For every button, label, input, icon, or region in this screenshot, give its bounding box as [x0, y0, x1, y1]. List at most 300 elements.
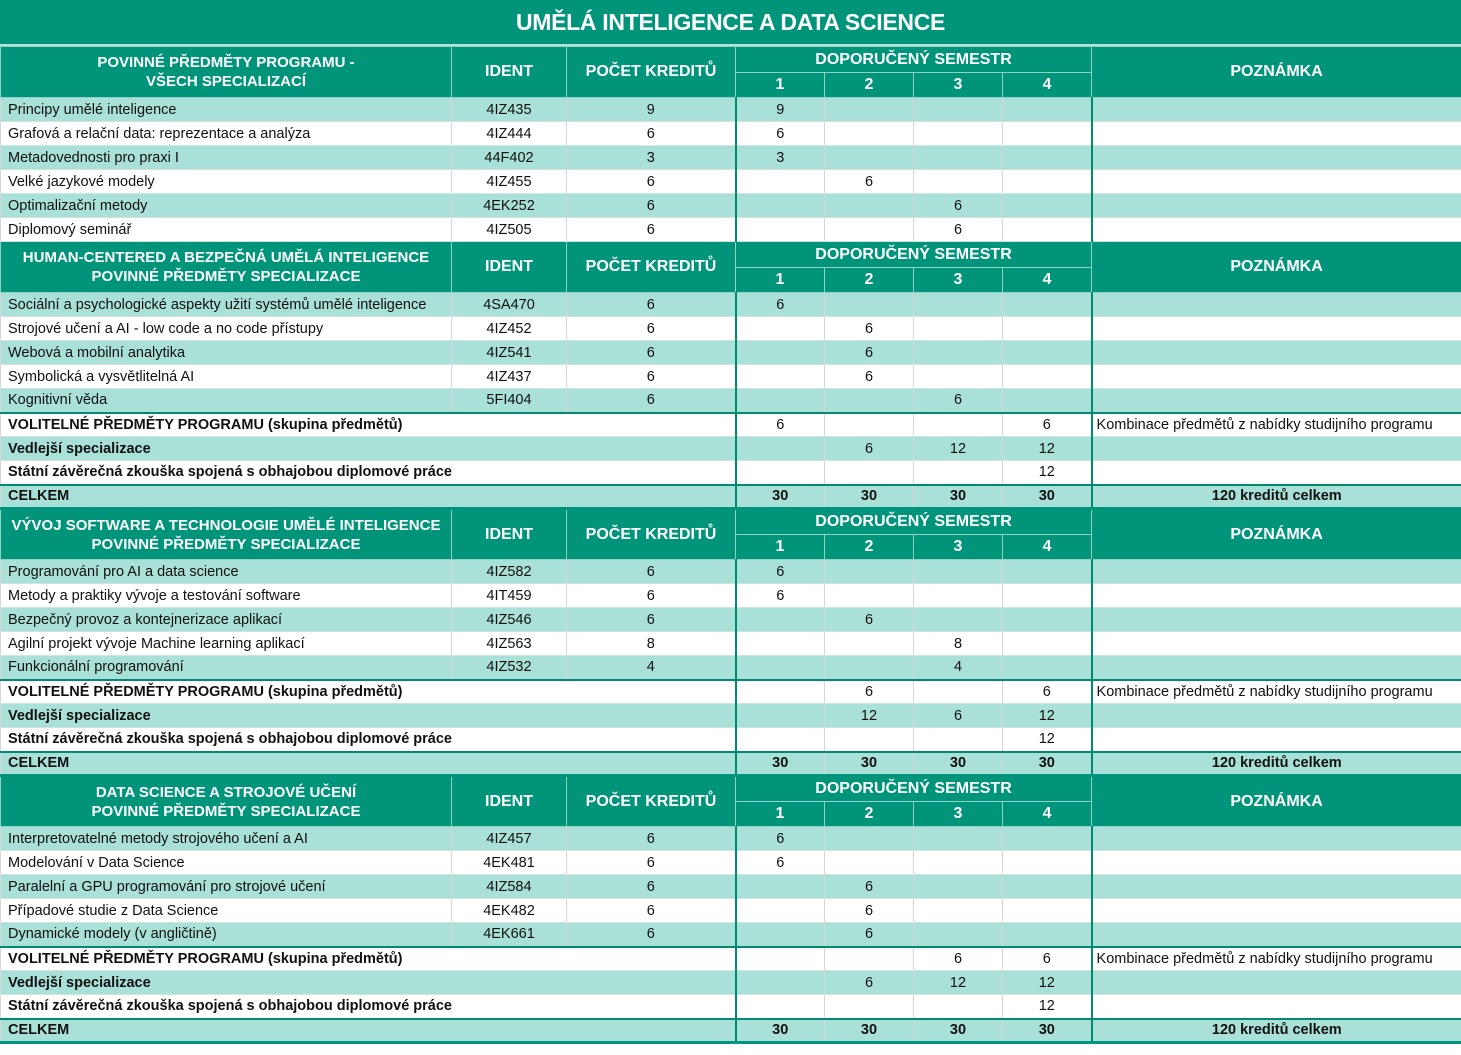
summary-semester-1: [736, 704, 825, 728]
course-row: [1, 293, 1461, 317]
summary-note: Kombinace předmětů z nabídky studijního programu: [1092, 680, 1461, 704]
semester-4-credits: [1003, 560, 1092, 584]
summary-row: [1, 728, 1461, 752]
note-header: POZNÁMKA: [1092, 47, 1461, 98]
summary-row: [1, 680, 1461, 704]
course-note: [1092, 923, 1461, 947]
semester-number-3: 3: [914, 535, 1003, 560]
semester-3-credits: [914, 923, 1003, 947]
total-semester-1: 30: [736, 752, 825, 776]
course-name: Interpretovatelné metody strojového učení a AI: [1, 827, 452, 851]
credits-header: POČET KREDITŮ: [567, 776, 736, 827]
summary-semester-2: [825, 995, 914, 1019]
course-credits: 6: [567, 851, 736, 875]
course-name: Bezpečný provoz a kontejnerizace aplikací: [1, 608, 452, 632]
total-semester-1: 30: [736, 485, 825, 509]
semester-4-credits: [1003, 827, 1092, 851]
course-name: Principy umělé inteligence: [1, 98, 452, 122]
semester-2-credits: [825, 560, 914, 584]
course-name: Symbolická a vysvětlitelná AI: [1, 365, 452, 389]
summary-semester-3: 12: [914, 437, 1003, 461]
semester-number-4: 4: [1003, 802, 1092, 827]
course-ident: 4IZ457: [452, 827, 567, 851]
summary-row: [1, 437, 1461, 461]
summary-semester-3: [914, 995, 1003, 1019]
course-name: Dynamické modely (v angličtině): [1, 923, 452, 947]
semester-1-credits: [736, 218, 825, 242]
course-credits: 6: [567, 560, 736, 584]
course-ident: 5FI404: [452, 389, 567, 413]
summary-note: [1092, 728, 1461, 752]
semester-3-credits: [914, 170, 1003, 194]
semester-4-credits: [1003, 632, 1092, 656]
course-row: [1, 389, 1461, 413]
page-title: UMĚLÁ INTELIGENCE A DATA SCIENCE: [0, 0, 1461, 46]
course-ident: 4EK481: [452, 851, 567, 875]
semester-1-credits: [736, 875, 825, 899]
semester-3-credits: 8: [914, 632, 1003, 656]
semester-header: DOPORUČENÝ SEMESTR: [736, 242, 1092, 268]
course-note: [1092, 194, 1461, 218]
summary-semester-3: 6: [914, 947, 1003, 971]
semester-2-credits: [825, 584, 914, 608]
summary-semester-3: [914, 680, 1003, 704]
summary-row: [1, 704, 1461, 728]
curriculum-table: [0, 46, 1461, 1044]
summary-label: Státní závěrečná zkouška spojená s obhajobou diplomové práce: [1, 461, 736, 485]
summary-semester-1: [736, 728, 825, 752]
course-ident: 4IZ455: [452, 170, 567, 194]
ident-header: IDENT: [452, 242, 567, 293]
summary-semester-4: 6: [1003, 680, 1092, 704]
course-ident: 4EK252: [452, 194, 567, 218]
summary-note: [1092, 995, 1461, 1019]
semester-1-credits: 6: [736, 827, 825, 851]
summary-semester-1: [736, 971, 825, 995]
course-note: [1092, 827, 1461, 851]
summary-label: Vedlejší specializace: [1, 437, 736, 461]
course-credits: 6: [567, 365, 736, 389]
semester-2-credits: [825, 851, 914, 875]
semester-2-credits: 6: [825, 341, 914, 365]
section-title-line2: POVINNÉ PŘEDMĚTY SPECIALIZACE: [91, 535, 361, 553]
semester-1-credits: 6: [736, 584, 825, 608]
semester-4-credits: [1003, 218, 1092, 242]
semester-1-credits: 6: [736, 293, 825, 317]
summary-label: Státní závěrečná zkouška spojená s obhajobou diplomové práce: [1, 995, 736, 1019]
course-note: [1092, 98, 1461, 122]
course-row: [1, 827, 1461, 851]
course-note: [1092, 899, 1461, 923]
total-semester-2: 30: [825, 752, 914, 776]
semester-4-credits: [1003, 293, 1092, 317]
credits-header: POČET KREDITŮ: [567, 509, 736, 560]
total-note: 120 kreditů celkem: [1092, 485, 1461, 509]
summary-semester-2: 6: [825, 437, 914, 461]
semester-1-credits: [736, 923, 825, 947]
semester-4-credits: [1003, 875, 1092, 899]
course-ident: 4IZ584: [452, 875, 567, 899]
semester-number-1: 1: [736, 73, 825, 98]
total-semester-4: 30: [1003, 485, 1092, 509]
summary-semester-1: [736, 995, 825, 1019]
semester-3-credits: [914, 341, 1003, 365]
course-name: Programování pro AI a data science: [1, 560, 452, 584]
section-title: [1, 47, 452, 98]
course-name: Diplomový seminář: [1, 218, 452, 242]
semester-3-credits: [914, 851, 1003, 875]
summary-row: [1, 971, 1461, 995]
summary-semester-3: [914, 413, 1003, 437]
semester-number-2: 2: [825, 535, 914, 560]
course-ident: 4EK661: [452, 923, 567, 947]
summary-semester-4: 12: [1003, 704, 1092, 728]
course-credits: 8: [567, 632, 736, 656]
semester-number-2: 2: [825, 802, 914, 827]
semester-1-credits: [736, 389, 825, 413]
course-credits: 6: [567, 218, 736, 242]
semester-number-1: 1: [736, 535, 825, 560]
course-name: Sociální a psychologické aspekty užití systémů umělé inteligence: [1, 293, 452, 317]
section-title-line2: POVINNÉ PŘEDMĚTY SPECIALIZACE: [91, 802, 361, 820]
course-note: [1092, 365, 1461, 389]
semester-3-credits: [914, 608, 1003, 632]
course-row: [1, 923, 1461, 947]
course-note: [1092, 608, 1461, 632]
course-credits: 9: [567, 98, 736, 122]
course-note: [1092, 122, 1461, 146]
course-name: Strojové učení a AI - low code a no code přístupy: [1, 317, 452, 341]
summary-note: [1092, 461, 1461, 485]
semester-3-credits: [914, 827, 1003, 851]
semester-number-4: 4: [1003, 535, 1092, 560]
course-row: [1, 122, 1461, 146]
semester-2-credits: [825, 656, 914, 680]
course-ident: 4IZ582: [452, 560, 567, 584]
total-note: 120 kreditů celkem: [1092, 1019, 1461, 1043]
summary-note: [1092, 971, 1461, 995]
semester-4-credits: [1003, 122, 1092, 146]
course-credits: 6: [567, 341, 736, 365]
course-row: [1, 365, 1461, 389]
section-title: [1, 776, 452, 827]
total-note: 120 kreditů celkem: [1092, 752, 1461, 776]
semester-2-credits: 6: [825, 365, 914, 389]
summary-label: VOLITELNÉ PŘEDMĚTY PROGRAMU (skupina předmětů): [1, 680, 736, 704]
course-credits: 6: [567, 584, 736, 608]
summary-semester-1: [736, 947, 825, 971]
summary-label: Vedlejší specializace: [1, 704, 736, 728]
course-row: [1, 317, 1461, 341]
course-name: Případové studie z Data Science: [1, 899, 452, 923]
summary-semester-2: 12: [825, 704, 914, 728]
course-credits: 6: [567, 827, 736, 851]
course-row: [1, 218, 1461, 242]
semester-3-credits: [914, 365, 1003, 389]
semester-2-credits: [825, 194, 914, 218]
total-semester-4: 30: [1003, 752, 1092, 776]
course-ident: 4IZ546: [452, 608, 567, 632]
semester-1-credits: 9: [736, 98, 825, 122]
semester-4-credits: [1003, 899, 1092, 923]
course-note: [1092, 560, 1461, 584]
semester-3-credits: 6: [914, 218, 1003, 242]
semester-1-credits: 3: [736, 146, 825, 170]
section-title-line1: HUMAN-CENTERED A BEZPEČNÁ UMĚLÁ INTELIGENCE: [22, 249, 430, 266]
semester-2-credits: [825, 218, 914, 242]
section-title-line1: VÝVOJ SOFTWARE A TECHNOLOGIE UMĚLÉ INTELIGENCE: [11, 516, 441, 534]
semester-2-credits: 6: [825, 923, 914, 947]
course-credits: 6: [567, 317, 736, 341]
course-ident: 4IZ532: [452, 656, 567, 680]
section-header-row: [1, 47, 1461, 73]
semester-3-credits: [914, 146, 1003, 170]
semester-4-credits: [1003, 194, 1092, 218]
course-name: Funkcionální programování: [1, 656, 452, 680]
summary-semester-4: 12: [1003, 971, 1092, 995]
total-semester-2: 30: [825, 485, 914, 509]
summary-note: [1092, 704, 1461, 728]
course-credits: 6: [567, 923, 736, 947]
semester-number-2: 2: [825, 268, 914, 293]
total-row: [1, 485, 1461, 509]
course-row: [1, 608, 1461, 632]
course-row: [1, 341, 1461, 365]
note-header: POZNÁMKA: [1092, 509, 1461, 560]
semester-4-credits: [1003, 317, 1092, 341]
course-credits: 6: [567, 608, 736, 632]
summary-semester-2: [825, 461, 914, 485]
section-title-line2: VŠECH SPECIALIZACÍ: [145, 73, 307, 90]
semester-1-credits: [736, 899, 825, 923]
total-semester-3: 30: [914, 1019, 1003, 1043]
semester-4-credits: [1003, 608, 1092, 632]
semester-4-credits: [1003, 170, 1092, 194]
ident-header: IDENT: [452, 776, 567, 827]
semester-1-credits: [736, 656, 825, 680]
semester-3-credits: [914, 875, 1003, 899]
summary-semester-3: 12: [914, 971, 1003, 995]
course-credits: 6: [567, 875, 736, 899]
note-header: POZNÁMKA: [1092, 776, 1461, 827]
semester-3-credits: 4: [914, 656, 1003, 680]
summary-label: VOLITELNÉ PŘEDMĚTY PROGRAMU (skupina předmětů): [1, 413, 736, 437]
semester-header: DOPORUČENÝ SEMESTR: [736, 776, 1092, 802]
summary-semester-1: [736, 461, 825, 485]
course-row: [1, 851, 1461, 875]
course-note: [1092, 632, 1461, 656]
course-row: [1, 560, 1461, 584]
section-title-line1: DATA SCIENCE A STROJOVÉ UČENÍ: [95, 783, 357, 801]
total-semester-3: 30: [914, 485, 1003, 509]
semester-4-credits: [1003, 923, 1092, 947]
course-ident: 4IZ444: [452, 122, 567, 146]
summary-semester-1: [736, 437, 825, 461]
course-ident: 4IZ435: [452, 98, 567, 122]
course-name: Paralelní a GPU programování pro strojové učení: [1, 875, 452, 899]
course-note: [1092, 170, 1461, 194]
semester-2-credits: [825, 122, 914, 146]
section-header-row: [1, 509, 1461, 535]
summary-semester-4: 12: [1003, 995, 1092, 1019]
semester-1-credits: 6: [736, 560, 825, 584]
semester-1-credits: [736, 341, 825, 365]
course-row: [1, 899, 1461, 923]
course-note: [1092, 317, 1461, 341]
semester-4-credits: [1003, 146, 1092, 170]
semester-2-credits: 6: [825, 170, 914, 194]
course-ident: 4IZ563: [452, 632, 567, 656]
course-name: Agilní projekt vývoje Machine learning aplikací: [1, 632, 452, 656]
summary-label: Vedlejší specializace: [1, 971, 736, 995]
semester-number-4: 4: [1003, 268, 1092, 293]
section-title-line1: POVINNÉ PŘEDMĚTY PROGRAMU -: [97, 54, 355, 71]
summary-semester-2: [825, 413, 914, 437]
summary-semester-3: [914, 728, 1003, 752]
course-credits: 6: [567, 899, 736, 923]
course-ident: 4SA470: [452, 293, 567, 317]
course-note: [1092, 875, 1461, 899]
course-note: [1092, 584, 1461, 608]
course-ident: 4IT459: [452, 584, 567, 608]
course-note: [1092, 218, 1461, 242]
course-credits: 6: [567, 122, 736, 146]
course-note: [1092, 146, 1461, 170]
course-row: [1, 656, 1461, 680]
course-note: [1092, 389, 1461, 413]
semester-3-credits: [914, 293, 1003, 317]
semester-number-1: 1: [736, 268, 825, 293]
semester-1-credits: [736, 317, 825, 341]
summary-semester-1: 6: [736, 413, 825, 437]
total-semester-3: 30: [914, 752, 1003, 776]
section-header-row: [1, 242, 1461, 268]
course-name: Optimalizační metody: [1, 194, 452, 218]
semester-1-credits: [736, 632, 825, 656]
semester-1-credits: [736, 608, 825, 632]
total-semester-4: 30: [1003, 1019, 1092, 1043]
course-ident: 4IZ437: [452, 365, 567, 389]
semester-2-credits: [825, 827, 914, 851]
semester-4-credits: [1003, 584, 1092, 608]
summary-semester-4: 6: [1003, 947, 1092, 971]
semester-3-credits: 6: [914, 194, 1003, 218]
course-row: [1, 170, 1461, 194]
summary-semester-1: [736, 680, 825, 704]
ident-header: IDENT: [452, 509, 567, 560]
summary-note: [1092, 437, 1461, 461]
summary-semester-3: [914, 461, 1003, 485]
course-name: Grafová a relační data: reprezentace a analýza: [1, 122, 452, 146]
semester-number-2: 2: [825, 73, 914, 98]
course-credits: 6: [567, 194, 736, 218]
semester-2-credits: 6: [825, 899, 914, 923]
semester-number-3: 3: [914, 73, 1003, 98]
summary-semester-3: 6: [914, 704, 1003, 728]
total-label: CELKEM: [1, 485, 736, 509]
summary-semester-2: 6: [825, 680, 914, 704]
course-ident: 44F402: [452, 146, 567, 170]
course-row: [1, 98, 1461, 122]
summary-row: [1, 461, 1461, 485]
semester-number-3: 3: [914, 268, 1003, 293]
course-row: [1, 584, 1461, 608]
course-credits: 6: [567, 170, 736, 194]
course-name: Metadovednosti pro praxi I: [1, 146, 452, 170]
summary-row: [1, 995, 1461, 1019]
course-ident: 4IZ505: [452, 218, 567, 242]
semester-3-credits: 6: [914, 389, 1003, 413]
summary-semester-4: 12: [1003, 437, 1092, 461]
total-row: [1, 752, 1461, 776]
course-ident: 4EK482: [452, 899, 567, 923]
total-semester-2: 30: [825, 1019, 914, 1043]
semester-2-credits: [825, 389, 914, 413]
summary-row: [1, 413, 1461, 437]
semester-4-credits: [1003, 656, 1092, 680]
summary-label: VOLITELNÉ PŘEDMĚTY PROGRAMU (skupina předmětů): [1, 947, 736, 971]
semester-header: DOPORUČENÝ SEMESTR: [736, 47, 1092, 73]
credits-header: POČET KREDITŮ: [567, 242, 736, 293]
summary-note: Kombinace předmětů z nabídky studijního programu: [1092, 413, 1461, 437]
section-title: [1, 242, 452, 293]
course-name: Webová a mobilní analytika: [1, 341, 452, 365]
semester-4-credits: [1003, 341, 1092, 365]
semester-1-credits: 6: [736, 851, 825, 875]
summary-semester-2: [825, 947, 914, 971]
semester-2-credits: [825, 146, 914, 170]
course-row: [1, 146, 1461, 170]
course-note: [1092, 851, 1461, 875]
course-name: Velké jazykové modely: [1, 170, 452, 194]
summary-semester-4: 12: [1003, 728, 1092, 752]
semester-2-credits: [825, 293, 914, 317]
semester-3-credits: [914, 899, 1003, 923]
course-ident: 4IZ452: [452, 317, 567, 341]
total-row: [1, 1019, 1461, 1043]
summary-row: [1, 947, 1461, 971]
course-note: [1092, 341, 1461, 365]
course-name: Kognitivní věda: [1, 389, 452, 413]
semester-2-credits: [825, 632, 914, 656]
course-note: [1092, 656, 1461, 680]
semester-number-3: 3: [914, 802, 1003, 827]
summary-label: Státní závěrečná zkouška spojená s obhajobou diplomové práce: [1, 728, 736, 752]
summary-semester-4: 12: [1003, 461, 1092, 485]
semester-2-credits: 6: [825, 875, 914, 899]
semester-1-credits: 6: [736, 122, 825, 146]
course-row: [1, 632, 1461, 656]
note-header: POZNÁMKA: [1092, 242, 1461, 293]
section-title: [1, 509, 452, 560]
course-row: [1, 875, 1461, 899]
credits-header: POČET KREDITŮ: [567, 47, 736, 98]
semester-2-credits: 6: [825, 608, 914, 632]
course-row: [1, 194, 1461, 218]
summary-note: Kombinace předmětů z nabídky studijního programu: [1092, 947, 1461, 971]
course-ident: 4IZ541: [452, 341, 567, 365]
semester-3-credits: [914, 122, 1003, 146]
semester-4-credits: [1003, 389, 1092, 413]
semester-4-credits: [1003, 851, 1092, 875]
summary-semester-2: 6: [825, 971, 914, 995]
semester-header: DOPORUČENÝ SEMESTR: [736, 509, 1092, 535]
semester-2-credits: 6: [825, 317, 914, 341]
total-label: CELKEM: [1, 1019, 736, 1043]
semester-number-1: 1: [736, 802, 825, 827]
semester-number-4: 4: [1003, 73, 1092, 98]
summary-semester-4: 6: [1003, 413, 1092, 437]
